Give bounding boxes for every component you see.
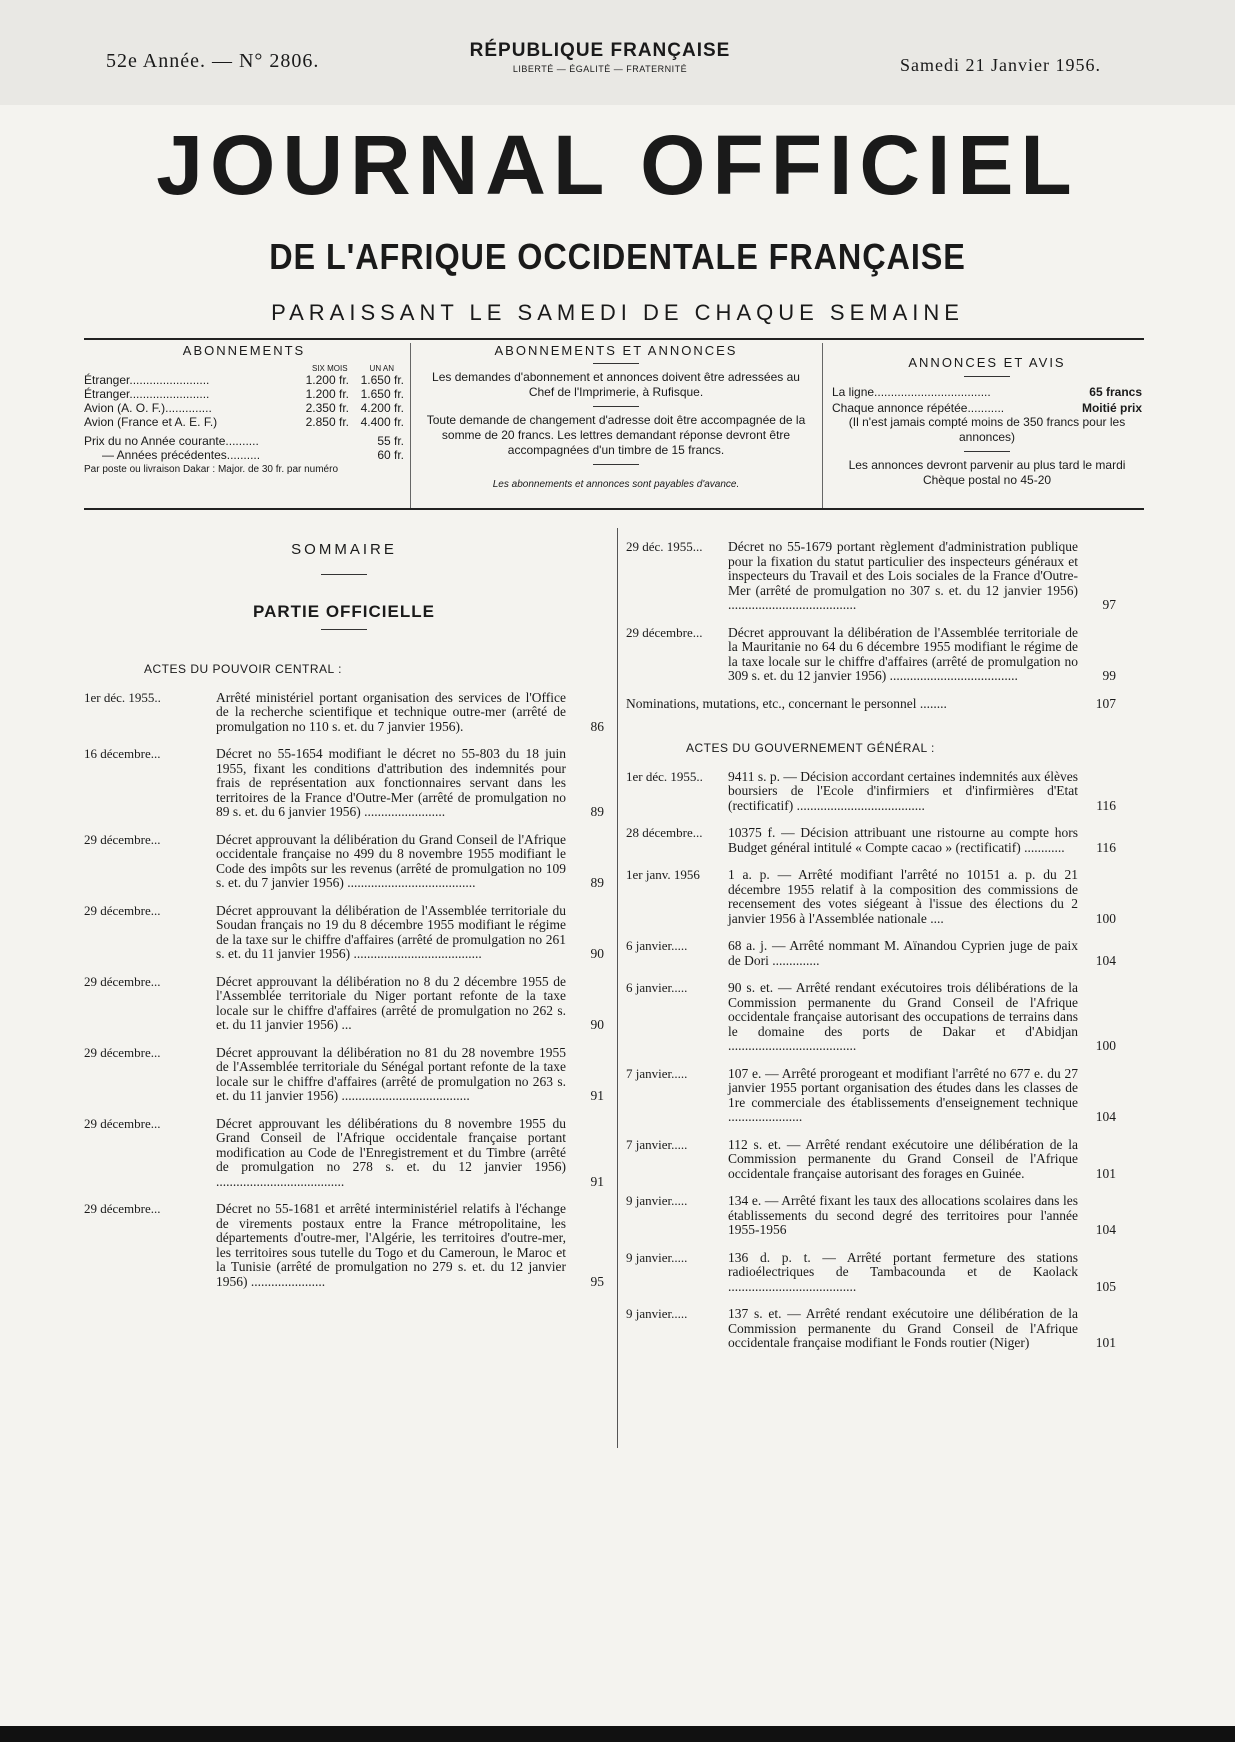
toc-entry — [84, 691, 604, 735]
republic-name: RÉPUBLIQUE FRANÇAISE — [469, 40, 731, 61]
rate-value: 65 francs — [1089, 385, 1142, 399]
entry-text: 137 s. et. — Arrêté rendant exécutoire une délibération de la Commission permanente du Grand Conseil de l'Afrique occidentale française modifiant le Fonds routier (Niger) — [728, 1306, 1078, 1350]
minimum-note: (Il n'est jamais compté moins de 350 francs pour les annonces) — [848, 415, 1126, 444]
republic-block — [420, 40, 780, 74]
price-label: — Années précédentes.......... — [102, 448, 261, 462]
short-rule — [593, 363, 639, 364]
rate-value: Moitié prix — [1081, 401, 1142, 415]
abonnements-heading: ABONNEMENTS — [182, 343, 306, 358]
entry-text: Décret no 55-1654 modifiant le décret no 55-803 du 18 juin 1955, fixant les conditions d'attribution des indemnités pour frais de représentation aux fonctionnaires servant dans les territoires de la France d'Outre-Mer (arrêté de promulgation no 89 s. et. du 6 janvier 1956) ........................ — [216, 746, 566, 819]
republic-motto: LIBERTÉ — ÉGALITÉ — FRATERNITÉ — [512, 64, 688, 74]
entry-page: 86 — [590, 718, 604, 734]
cheque-postal: Chèque postal no 45-20 — [922, 473, 1052, 487]
toc-entry — [626, 868, 1116, 926]
toc-entry — [84, 1046, 604, 1104]
price-six: 2.850 fr. — [305, 415, 349, 429]
short-rule — [964, 376, 1010, 377]
annonces-avis-box — [832, 343, 1142, 513]
entry-page: 104 — [1095, 1109, 1116, 1124]
price-row — [84, 401, 404, 415]
rate-label: La ligne................................... — [832, 385, 991, 399]
entry-page: 95 — [590, 1273, 604, 1289]
short-rule — [964, 451, 1010, 452]
toc-entry — [626, 1067, 1116, 1125]
toc-entry — [626, 540, 1116, 613]
entry-date: 6 janvier..... — [626, 980, 688, 995]
col-six-mois: SIX MOIS — [311, 364, 348, 373]
entry-page: 107 — [1095, 695, 1116, 711]
entry-date: 1er janv. 1956 — [626, 867, 700, 882]
deadline-note: Les annonces devront parvenir au plus tard le mardi — [848, 458, 1126, 472]
entry-page: 91 — [590, 1088, 604, 1103]
entry-text: Décret approuvant la délibération no 81 du 28 novembre 1955 de l'Assemblée territoriale du Sénégal portant refonte de la taxe locale sur le chiffre d'affaires (arrêté de promulgation no 263 s. et. du 11 janvier 1956) ...................................... — [216, 1044, 566, 1103]
annonces-avis-heading: ANNONCES ET AVIS — [908, 355, 1066, 370]
entry-page: 91 — [590, 1173, 604, 1189]
entry-date: 29 déc. 1955... — [626, 539, 703, 554]
partie-officielle-heading: PARTIE OFFICIELLE — [253, 601, 435, 621]
entry-date: 28 décembre... — [626, 825, 703, 840]
short-rule — [593, 464, 639, 465]
toc-entry — [626, 981, 1116, 1054]
entry-page: 100 — [1095, 1038, 1116, 1053]
price-value: 60 fr. — [377, 448, 404, 462]
entry-date: 1er déc. 1955.. — [84, 689, 161, 705]
nominations-entry — [626, 697, 1116, 712]
entry-text: Décret approuvant la délibération no 8 du 2 décembre 1955 de l'Assemblée territoriale du Niger portant refonte de la taxe locale sur le chiffre d'affaires (arrêté de promulgation no 262 s. et. du 11 janvier 1956) ... — [216, 973, 566, 1032]
entry-page: 99 — [1102, 668, 1116, 683]
toc-entry — [84, 747, 604, 820]
entry-text: Décret approuvant la délibération du Grand Conseil de l'Afrique occidentale française no 499 du 8 novembre 1955 modifiant le Code des impôts sur les revenus (arrêté de promulgation no 109 s. et. du 7 janvier 1956) ...................................... — [216, 831, 566, 890]
entry-text: 107 e. — Arrêté prorogeant et modifiant l'arrêté no 677 e. du 27 janvier 1955 portant organisation des études dans les classes de 1re commerciale des établissements d'enseignement technique ...................... — [728, 1065, 1078, 1124]
box-divider — [410, 343, 411, 508]
entry-date: 9 janvier..... — [626, 1306, 688, 1321]
entry-text: Décret approuvant la délibération de l'Assemblée territoriale de la Mauritanie no 64 du 6 décembre 1955 modifiant le régime de la taxe locale sur le chiffre d'affaires (arrêté de promulgation no 309 s. et. du 12 janvier 1956) ...................................... — [728, 624, 1078, 683]
entry-date: 9 janvier..... — [626, 1249, 688, 1265]
abonnements-annonces-box — [420, 343, 812, 513]
entry-date: 29 décembre... — [84, 1201, 161, 1216]
issue-date: Samedi 21 Janvier 1956. — [900, 55, 1101, 75]
price-row — [84, 434, 404, 448]
entry-date: 29 décembre... — [84, 1115, 161, 1131]
toc-entry — [626, 1138, 1116, 1182]
abonnements-columns — [84, 364, 404, 373]
entry-page: 104 — [1095, 952, 1116, 968]
entry-text: Décret no 55-1681 et arrêté interministériel relatifs à l'échange de virements postaux entre la France métropolitaine, les départements d'outre-mer, l'Algérie, les territoires d'outre-mer, les territoires sous tutelle du Togo et du Cameroun, le Maroc et la Tunisie (arrêté de promulgation no 279 s. et. du 12 janvier 1956) ...................... — [216, 1201, 566, 1289]
sommaire-heading: SOMMAIRE — [291, 541, 397, 558]
rate-row — [832, 385, 1142, 399]
entry-text: 9411 s. p. — Décision accordant certaines indemnités aux élèves boursiers de l'Ecole d'infirmiers et d'infirmières d'Etat (rectificatif) ...................................... — [728, 768, 1079, 813]
price-row — [84, 415, 404, 429]
toc-entry — [626, 626, 1116, 684]
entry-page: 100 — [1095, 910, 1116, 926]
edition-number: 52e Année. — N° 2806. — [106, 50, 320, 72]
entry-date: 29 décembre... — [626, 624, 703, 640]
price-label: Prix du no Année courante.......... — [84, 434, 259, 448]
toc-entry — [626, 770, 1116, 814]
entry-page: 97 — [1102, 597, 1116, 612]
price-label: Avion (France et A. E. F.) — [84, 415, 218, 429]
entry-date: 1er déc. 1955.. — [626, 768, 703, 784]
sommaire-right-column — [626, 540, 1116, 1364]
price-row — [84, 387, 404, 401]
top-rule — [84, 338, 1144, 340]
price-an: 1.650 fr. — [360, 373, 404, 387]
entry-page: 89 — [590, 804, 604, 819]
entry-date: 29 décembre... — [84, 973, 161, 989]
box-divider — [822, 343, 823, 508]
entry-text: 136 d. p. t. — Arrêté portant fermeture des stations radioélectriques de Tambacounda et de Kaolack ...................................... — [728, 1249, 1078, 1294]
col-un-an: UN AN — [369, 364, 394, 373]
entry-page: 90 — [590, 1017, 604, 1032]
price-row — [84, 448, 404, 462]
entry-date: 9 janvier..... — [626, 1193, 688, 1208]
entry-text: 68 a. j. — Arrêté nommant M. Aïnandou Cyprien juge de paix de Dori .............. — [728, 938, 1078, 968]
price-value: 55 fr. — [377, 434, 404, 448]
scan-edge — [0, 1726, 1235, 1742]
entry-date: 7 janvier..... — [626, 1065, 688, 1081]
toc-entry — [626, 826, 1116, 855]
entry-page: 101 — [1095, 1165, 1116, 1181]
entry-text: 112 s. et. — Arrêté rendant exécutoire une délibération de la Commission permanente du Grand Conseil de l'Afrique occidentale française autorisant des forages en Guinée. — [728, 1136, 1078, 1181]
entry-date: 29 décembre... — [84, 1044, 161, 1060]
abonnements-annonces-heading: ABONNEMENTS ET ANNONCES — [494, 343, 738, 358]
entry-date: 7 janvier..... — [626, 1136, 688, 1152]
toc-entry — [84, 975, 604, 1033]
entry-date: 29 décembre... — [84, 902, 161, 918]
toc-entry — [626, 1194, 1116, 1238]
price-row — [84, 373, 404, 387]
sommaire-left-column — [84, 535, 604, 1302]
price-label: Étranger........................ — [84, 387, 210, 401]
entry-page: 116 — [1096, 797, 1116, 813]
toc-entry — [84, 1202, 604, 1289]
price-an: 4.400 fr. — [360, 415, 404, 429]
price-label: Étranger........................ — [84, 373, 210, 387]
entry-page: 105 — [1095, 1278, 1116, 1294]
change-address-paragraph: Toute demande de changement d'adresse doit être accompagnée de la somme de 20 francs. Les lettres demandant réponse devront être accompagnées d'un timbre de 15 francs. — [426, 413, 806, 457]
masthead-title: JOURNAL OFFICIEL — [156, 118, 1079, 212]
toc-entry — [626, 939, 1116, 968]
column-divider — [617, 528, 618, 1448]
toc-entry — [84, 904, 604, 962]
toc-entry — [84, 1117, 604, 1190]
section-gouvernement-general: ACTES DU GOUVERNEMENT GÉNÉRAL : — [686, 741, 935, 755]
toc-entry — [626, 1307, 1116, 1351]
short-rule — [321, 574, 367, 575]
entry-text: Décret no 55-1679 portant règlement d'administration publique pour la fixation du statut particulier des inspecteurs généraux et inspecteurs du Travail et des Lois sociales de la France d'Outre-Mer (arrêté de promulgation no 307 s. et. du 12 janvier 1956) ...................................... — [728, 539, 1078, 612]
abonnements-box — [84, 343, 404, 513]
entry-text: 10375 f. — Décision attribuant une ristourne au compte hors Budget général intitulé « Compte cacao » (rectificatif) ............ — [728, 825, 1078, 855]
price-six: 1.200 fr. — [305, 373, 349, 387]
short-rule — [593, 406, 639, 407]
section-pouvoir-central: ACTES DU POUVOIR CENTRAL : — [144, 662, 342, 676]
entry-text: Décret approuvant la délibération de l'Assemblée territoriale du Soudan français no 19 du 8 décembre 1955 modifiant le régime de la taxe sur le chiffre d'affaires (arrêté de promulgation no 261 s. et. du 11 janvier 1956) ...................................... — [216, 902, 566, 961]
masthead-tagline: PARAISSANT LE SAMEDI DE CHAQUE SEMAINE — [271, 300, 964, 325]
entry-text: 1 a. p. — Arrêté modifiant l'arrêté no 10151 a. p. du 21 décembre 1955 relatif à la composition des commissions de recensement des votes siégeant à l'issue des élections du 2 janvier 1956 à l'Assemblée nationale .... — [728, 867, 1078, 926]
entry-text: 134 e. — Arrêté fixant les taux des allocations scolaires dans les établissements du second degré des territoires pour l'année 1955-1956 — [728, 1193, 1078, 1237]
entry-page: 89 — [590, 875, 604, 890]
entry-text: Nominations, mutations, etc., concernant le personnel ........ — [626, 695, 947, 711]
price-an: 1.650 fr. — [360, 387, 404, 401]
entry-date: 16 décembre... — [84, 746, 161, 761]
entry-page: 116 — [1096, 839, 1116, 855]
rate-row — [832, 401, 1142, 415]
short-rule — [321, 629, 367, 630]
toc-entry — [626, 1251, 1116, 1295]
entry-page: 104 — [1095, 1222, 1116, 1237]
entry-date: 29 décembre... — [84, 831, 161, 847]
toc-entry — [84, 833, 604, 891]
entry-text: 90 s. et. — Arrêté rendant exécutoires trois délibérations de la Commission permanente du Grand Conseil de l'Afrique occidentale française autorisant des occupations de terrains dans le domaine des ports de Dakar et d'Abidjan ...................................... — [728, 980, 1078, 1053]
rate-label: Chaque annonce répétée........... — [832, 401, 1005, 415]
address-paragraph: Les demandes d'abonnement et annonces doivent être adressées au Chef de l'Imprimerie, à Rufisque. — [432, 370, 800, 399]
price-six: 1.200 fr. — [305, 387, 349, 401]
delivery-note: Par poste ou livraison Dakar : Major. de 30 fr. par numéro — [84, 464, 339, 475]
entry-page: 90 — [590, 946, 604, 961]
entry-page: 101 — [1095, 1335, 1116, 1350]
price-six: 2.350 fr. — [305, 401, 349, 415]
price-an: 4.200 fr. — [360, 401, 404, 415]
payment-note: Les abonnements et annonces sont payables d'avance. — [492, 479, 740, 490]
entry-date: 6 janvier..... — [626, 938, 688, 953]
entry-text: Décret approuvant les délibérations du 8 novembre 1955 du Grand Conseil de l'Afrique occidentale française portant modification au Code de l'Enregistrement et du Timbre (arrêté de promulgation no 278 s. et. du 12 janvier 1956) ...................................... — [216, 1115, 566, 1189]
price-label: Avion (A. O. F.).............. — [84, 401, 212, 415]
masthead-subtitle: DE L'AFRIQUE OCCIDENTALE FRANÇAISE — [269, 236, 966, 277]
entry-text: Arrêté ministériel portant organisation des services de l'Office de la recherche scientifique et technique outre-mer (arrêté de promulgation no 110 s. et. du 7 janvier 1956). — [216, 689, 566, 734]
